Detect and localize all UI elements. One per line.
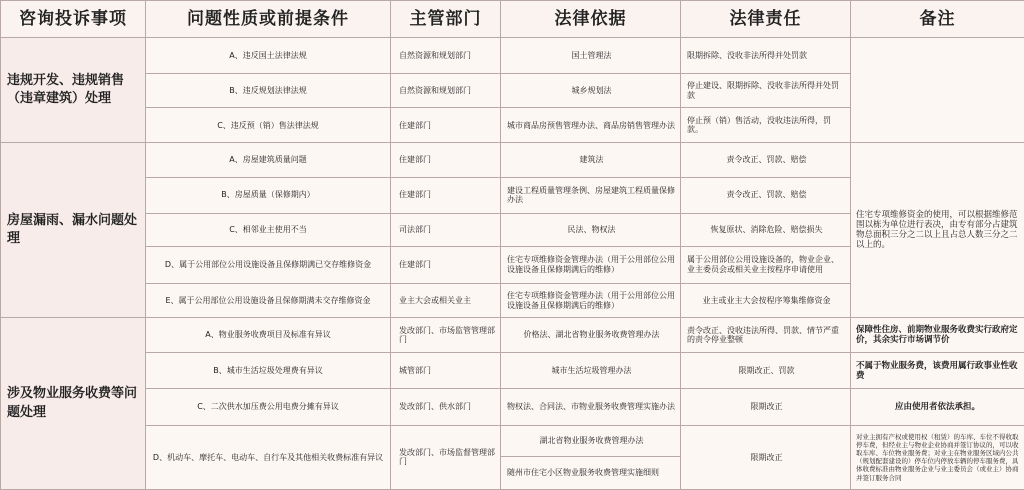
legal-basis-cell: 住宅专项维修资金管理办法（用于公用部位公用设施设备且保修期满后的维修） [501, 284, 681, 318]
liability-cell: 停止预（销）售活动，没收违法所得，罚款。 [681, 108, 851, 143]
issue-cell: B、房屋质量（保修期内） [146, 177, 391, 213]
legal-basis-cell: 物权法、合同法、市物业服务收费管理实施办法 [501, 389, 681, 425]
legal-basis-cell: 民法、物权法 [501, 213, 681, 246]
header-category: 咨询投诉事项 [1, 1, 146, 38]
legal-basis-cell: 建设工程质量管理条例、房屋建筑工程质量保修办法 [501, 177, 681, 213]
header-liability: 法律责任 [681, 1, 851, 38]
liability-cell: 属于公用部位公用设施设备的，物业企业、业主委员会或相关业主按程序申请使用 [681, 246, 851, 283]
category-cell: 房屋漏雨、漏水问题处理 [1, 143, 146, 318]
issue-cell: B、城市生活垃圾处理费有异议 [146, 353, 391, 389]
issue-cell: A、违反国土法律法规 [146, 38, 391, 74]
department-cell: 司法部门 [391, 213, 501, 246]
table-row [1, 143, 1024, 177]
header-remarks: 备注 [851, 1, 1024, 38]
remarks-cell: 对业主拥有产权或使用权（租赁）的车库、车位不得收取停车费，但经业主与物业企业协商并签订协议的，可以收取车库、车位物业服务费；对业主在物业服务区域内公共（规划配套建设的）停车位内停放车辆的停车服务费，具体收费标准由物业服务企业与业主委员会（或业主）协商并签订服务合同 [851, 425, 1024, 489]
liability-cell: 责令改正、罚款、赔偿 [681, 177, 851, 213]
liability-cell: 责令改正、没收违法所得、罚款、情节严重的责令停业整顿 [681, 318, 851, 353]
liability-cell: 停止建设、限期拆除、没收非法所得并处罚款 [681, 74, 851, 108]
liability-cell: 恢复原状、消除危险、赔偿损失 [681, 213, 851, 246]
liability-cell: 限期改正 [681, 425, 851, 489]
liability-cell: 业主或业主大会按程序筹集维修资金 [681, 284, 851, 318]
issue-cell: C、二次供水加压费公用电费分摊有异议 [146, 389, 391, 425]
table-row [1, 425, 1024, 456]
department-cell: 发改部门、市场监管管理部门 [391, 318, 501, 353]
department-cell: 发改部门、市场监督管理部门 [391, 425, 501, 489]
remarks-cell: 保障性住房、前期物业服务收费实行政府定价，其余实行市场调节价 [851, 318, 1024, 353]
legal-basis-cell: 住宅专项维修资金管理办法（用于公用部位公用设施设备且保修期满后的维修） [501, 246, 681, 283]
category-cell: 违规开发、违规销售（违章建筑）处理 [1, 38, 146, 143]
legal-basis-cell: 价格法、湖北省物业服务收费管理办法 [501, 318, 681, 353]
legal-basis-cell: 国土管理法 [501, 38, 681, 74]
legal-basis-cell: 随州市住宅小区物业服务收费管理实施细则 [501, 456, 681, 489]
table-row [1, 38, 1024, 74]
issue-cell: C、相邻业主使用不当 [146, 213, 391, 246]
issue-cell: E、属于公用部位公用设施设备且保修期满未交存维修资金 [146, 284, 391, 318]
remarks-cell: 住宅专项维修资金的使用，可以根据维修范围以栋为单位进行表决，由专有部分占建筑物总面积三分之二以上且占总人数三分之二以上的。 [851, 143, 1024, 318]
liability-cell: 责令改正、罚款、赔偿 [681, 143, 851, 177]
department-cell: 住建部门 [391, 246, 501, 283]
legal-basis-cell: 湖北省物业服务收费管理办法 [501, 425, 681, 456]
table-row [1, 389, 1024, 425]
header-issue: 问题性质或前提条件 [146, 1, 391, 38]
department-cell: 城管部门 [391, 353, 501, 389]
department-cell: 自然资源和规划部门 [391, 74, 501, 108]
legal-basis-cell: 城市生活垃圾管理办法 [501, 353, 681, 389]
issue-cell: B、违反规划法律法规 [146, 74, 391, 108]
legal-basis-cell: 城乡规划法 [501, 74, 681, 108]
liability-cell: 限期拆除、没收非法所得并处罚款 [681, 38, 851, 74]
liability-cell: 限期改正 [681, 389, 851, 425]
department-cell: 发改部门、供水部门 [391, 389, 501, 425]
table-row [1, 353, 1024, 389]
header-department: 主管部门 [391, 1, 501, 38]
header-legal-basis: 法律依据 [501, 1, 681, 38]
table-row [1, 318, 1024, 353]
department-cell: 自然资源和规划部门 [391, 38, 501, 74]
department-cell: 住建部门 [391, 108, 501, 143]
issue-cell: D、机动车、摩托车、电动车、自行车及其他相关收费标准有异议 [146, 425, 391, 489]
issue-cell: D、属于公用部位公用设施设备且保修期满已交存维修资金 [146, 246, 391, 283]
remarks-cell: 应由使用者依法承担。 [851, 389, 1024, 425]
department-cell: 业主大会或相关业主 [391, 284, 501, 318]
legal-basis-cell: 建筑法 [501, 143, 681, 177]
category-cell: 涉及物业服务收费等问题处理 [1, 318, 146, 490]
issue-cell: A、房屋建筑质量问题 [146, 143, 391, 177]
remarks-cell [851, 38, 1024, 143]
remarks-cell: 不属于物业服务费，该费用属行政事业性收费 [851, 353, 1024, 389]
department-cell: 住建部门 [391, 143, 501, 177]
header-row [1, 1, 1024, 38]
issue-cell: C、违反预（销）售法律法规 [146, 108, 391, 143]
department-cell: 住建部门 [391, 177, 501, 213]
liability-cell: 限期改正、罚款 [681, 353, 851, 389]
issue-cell: A、物业服务收费项目及标准有异议 [146, 318, 391, 353]
legal-basis-cell: 城市商品房预售管理办法、商品房销售管理办法 [501, 108, 681, 143]
